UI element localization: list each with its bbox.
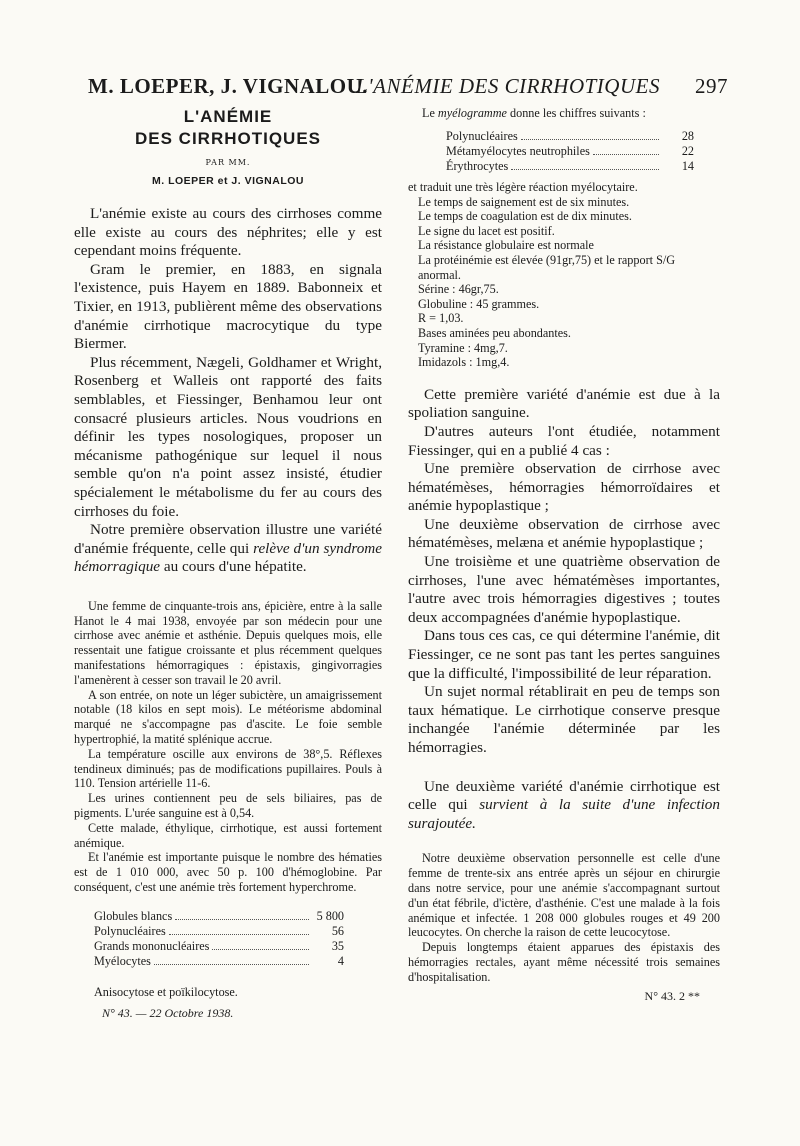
case-paragraph: Cette malade, éthylique, cirrhotique, est aussi fortement anémique. — [74, 820, 382, 850]
case-paragraph: La température oscille aux environs de 38°,5. Réflexes tendineux diminués; pas de modifications pupillaires. Pouls à 110. Tension artérielle 11-6. — [74, 746, 382, 791]
count-row: Polynucléaires 56 — [94, 923, 344, 938]
lab-line: Le signe du lacet est positif. — [418, 223, 555, 238]
case-paragraph: Et l'anémie est importante puisque le nombre des hématies est de 1 010 000, avec 50 p. 100 d'hémoglobine. Par conséquent, c'est une anémie très fortement hyperchrome. — [74, 850, 382, 895]
discussion-paragraph: D'autres auteurs l'ont étudiée, notamment Fiessinger, qui en a publié 4 cas : — [408, 422, 720, 459]
lab-line: Bases aminées peu abondantes. — [418, 325, 571, 340]
myelo-row: Métamyélocytes neutrophiles 22 — [446, 143, 694, 158]
byline: M. LOEPER et J. VIGNALOU — [151, 175, 305, 187]
issue-footer: N° 43. — 22 Octobre 1938. — [102, 1005, 234, 1020]
title-line-1: L'ANÉMIE — [183, 107, 273, 126]
obs-intro-before: Notre première observation illustre une variété d'anémie fréquente, celle qui — [74, 521, 382, 557]
case-report-1 — [74, 599, 382, 895]
lab-line: Globuline : 45 grammes. — [418, 296, 540, 311]
lab-line: Le temps de coagulation est de dix minutes. — [418, 209, 632, 224]
blood-count-table — [94, 909, 344, 969]
discussion — [408, 386, 720, 758]
title-line-2: DES CIRRHOTIQUES — [134, 129, 322, 148]
par-label: PAR MM. — [205, 158, 251, 167]
case-paragraph: Les urines contiennent peu de sels biliaires, pas de pigments. L'urée sanguine est à 0,54. — [74, 791, 382, 821]
case-report-2 — [408, 851, 720, 984]
myelo-row: Érythrocytes 14 — [446, 158, 694, 173]
myelo-row: Polynucléaires 28 — [446, 128, 694, 143]
obs-intro-italic: relève d'un syndrome hémorragique — [74, 539, 382, 576]
second-variety-italic: survient à la suite d'une infection surajoutée. — [408, 796, 720, 832]
discussion-paragraph: Une deuxième observation de cirrhose avec hématémèses, melæna et anémie hypoplastique ; — [408, 515, 720, 552]
lab-line: Imidazols : 1mg,4. — [418, 355, 510, 370]
count-row: Globules blancs 5 800 — [94, 908, 344, 923]
lab-line: La protéinémie est élevée (91gr,75) et le rapport S/G anormal. — [418, 252, 676, 282]
case-paragraph: A son entrée, on note un léger subictère, un amaigrissement notable (18 kilos en sept mois). Le météorisme abdominal marqué ne s'accompagne pas d'ascite. Le foie semble hypertrophié, la matité splénique accrue. — [74, 687, 382, 747]
lab-line: Tyramine : 4mg,7. — [418, 340, 508, 355]
myelogram-intro: Le myélogramme donne les chiffres suivants : — [422, 106, 646, 120]
case-paragraph: Depuis longtemps étaient apparues des épistaxis des hémorragies rectales, ayant même nécessité trois semaines d'hospitalisation. — [408, 940, 720, 984]
lab-line: La résistance globulaire est normale — [418, 238, 594, 253]
left-column — [74, 106, 382, 1021]
second-variety: Une deuxième variété d'anémie cirrhotique est celle qui survient à la suite d'une infection surajoutée. — [408, 777, 720, 832]
case-paragraph: Notre deuxième observation personnelle est celle d'une femme de trente-six ans entrée après un séjour en chirurgie dans notre service, pour une anémie s'accompagnant surtout d'un état fébrile, d'ictère, d'asthénie. C'est une malade à la fois anémique et infectée. 1 208 000 globules rouges et 49 200 leucocytes. On cherche la raison de cette leucocytose. — [408, 851, 720, 940]
intro-paragraph: L'anémie existe au cours des cirrhoses comme elle existe au cours des néphrites; elle y est cependant moins fréquente. — [74, 205, 382, 260]
reaction-line: et traduit une très légère réaction myélocytaire. — [408, 179, 638, 194]
page-number: 297 — [695, 74, 728, 98]
count-row: Myélocytes 4 — [94, 953, 344, 968]
intro-paragraph: Gram le premier, en 1883, en signala l'existence, puis Hayem en 1889. Babonneix et Tixier, en 1913, publièrent même des observations d'anémie cirrhotique macrocytique du type Biermer. — [74, 260, 382, 353]
lab-line: Sérine : 46gr,75. — [418, 282, 499, 297]
running-header — [88, 74, 728, 104]
intro-text — [74, 205, 382, 577]
discussion-paragraph: Une troisième et une quatrième observation de cirrhoses, l'une avec hématémèses importantes, l'autre avec trois hémorragies digestives ; toutes deux accompagnées d'anémie hypoplastique. — [408, 553, 720, 626]
lab-results — [408, 195, 720, 370]
discussion-paragraph: Un sujet normal rétablirait en peu de temps son taux hématique. Le cirrhotique conserve presque inchangée l'anémie déterminée par les hémorragies. — [408, 683, 720, 756]
anisocytose-line: Anisocytose et poïkilocytose. — [94, 984, 238, 999]
lab-line: Le temps de saignement est de six minutes. — [418, 194, 630, 209]
header-authors: M. LOEPER, J. VIGNALOU. — [88, 74, 369, 98]
right-column — [408, 106, 720, 1004]
observation-intro — [74, 521, 382, 577]
lab-line: R = 1,03. — [418, 311, 464, 326]
discussion-paragraph: Cette première variété d'anémie est due à la spoliation sanguine. — [408, 385, 720, 422]
case-paragraph: Une femme de cinquante-trois ans, épicière, entre à la salle Hanot le 4 mai 1938, envoyée par son médecin pour une cirrhose avec anémie et asthénie. Depuis quelques mois, elle ressentait une fatigue croissante et plus récemment quelques manifestations hémorragiques : épistaxis, gingivorragies l'amenèrent à cesser son travail le 20 avril. — [74, 598, 382, 687]
intro-paragraph: Plus récemment, Nægeli, Goldhamer et Wright, Rosenberg et Walleis ont rapporté des faits semblables, et Fiessinger, Benhamou leur ont consacré plusieurs articles. Nous voudrions en définir les types nosologiques, proposer un mécanisme pathogénique sur lequel il nous semble qu'on n'a point assez insisté, étudier spécialement le métabolisme du fer au cours des cirrhoses du foie. — [74, 353, 382, 520]
myelogram-word: myélogramme — [437, 106, 507, 120]
discussion-paragraph: Dans tous ces cas, ce qui détermine l'anémie, dit Fiessinger, ce ne sont pas tant les pertes sanguines que la difficulté, l'impossibilité de leur réparation. — [408, 627, 720, 682]
article-title — [74, 106, 382, 150]
discussion-paragraph: Une première observation de cirrhose avec hématémèses, hémorragies hémorroïdaires et anémie hypoplastique ; — [408, 460, 720, 515]
myelogram-table — [446, 129, 694, 174]
count-row: Grands mononucléaires 35 — [94, 938, 344, 953]
header-running-title: L'ANÉMIE DES CIRRHOTIQUES — [356, 74, 660, 98]
signature-footer: N° 43. 2 ** — [644, 988, 700, 1003]
obs-intro-after: au cours d'une hépatite. — [160, 558, 307, 576]
